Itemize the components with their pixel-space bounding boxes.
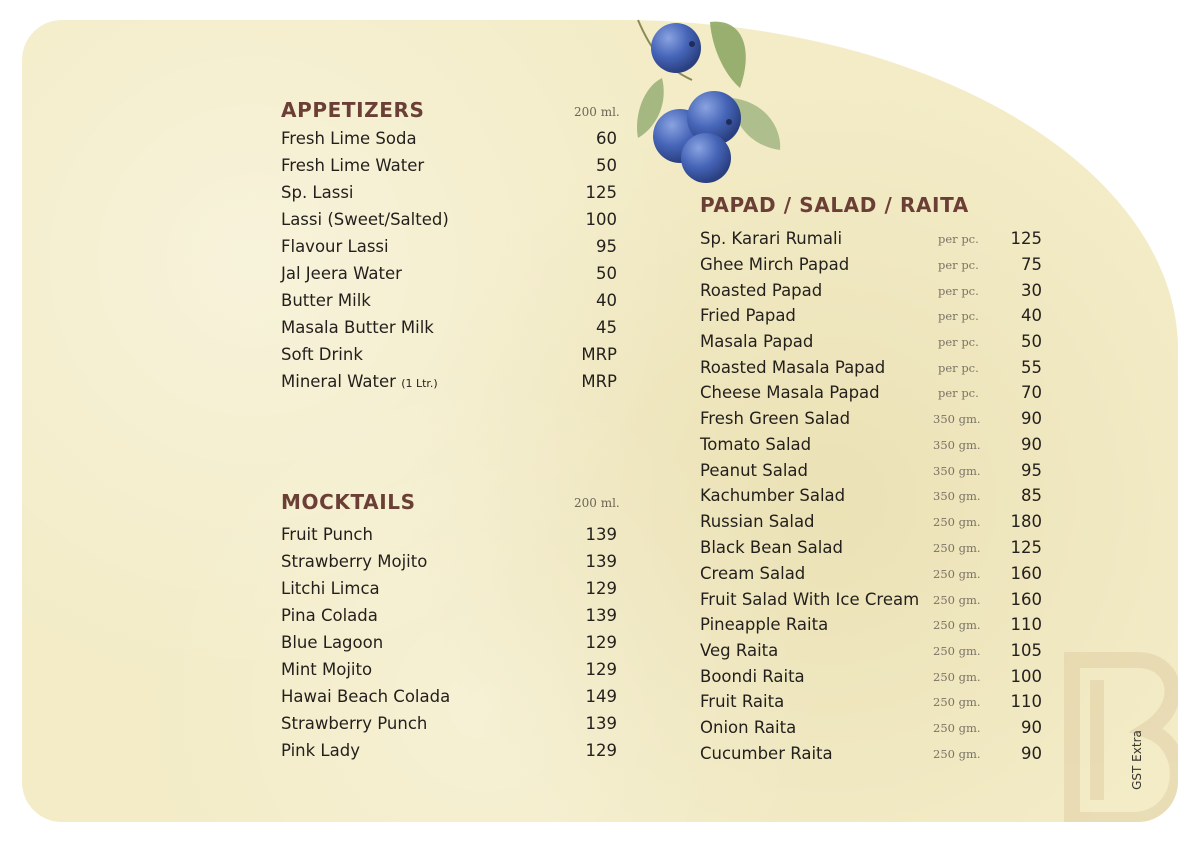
item-name: Cucumber Raita (700, 744, 833, 763)
item-name: Soft Drink (281, 345, 363, 364)
item-price: 30 (1021, 281, 1042, 300)
item-name: Roasted Masala Papad (700, 358, 886, 377)
item-price: 100 (1010, 667, 1042, 686)
item-unit: per pc. (938, 360, 979, 375)
item-name: Pina Colada (281, 606, 378, 625)
item-price: 125 (1010, 538, 1042, 557)
item-name: Pineapple Raita (700, 615, 829, 634)
item-price: 50 (596, 264, 617, 283)
list-item (700, 482, 1042, 509)
item-unit: 250 gm. (933, 566, 981, 581)
list-item (700, 457, 1042, 484)
mocktails-unit: 200 ml. (574, 496, 620, 510)
item-name: Fruit Raita (700, 692, 785, 711)
item-price: 125 (1010, 229, 1042, 248)
item-name: Butter Milk (281, 291, 371, 310)
list-item (700, 663, 1042, 690)
item-unit: per pc. (938, 334, 979, 349)
item-name: Cheese Masala Papad (700, 383, 880, 402)
item-price: 50 (1021, 332, 1042, 351)
item-price: 90 (1021, 718, 1042, 737)
list-item (700, 586, 1042, 613)
item-name: Masala Butter Milk (281, 318, 434, 337)
item-price: 40 (1021, 306, 1042, 325)
list-item (281, 368, 617, 395)
gst-extra-note: GST Extra (1130, 730, 1144, 790)
item-unit: per pc. (938, 257, 979, 272)
item-price: 85 (1021, 486, 1042, 505)
item-price: 50 (596, 156, 617, 175)
item-name: Cream Salad (700, 564, 806, 583)
item-unit: 350 gm. (933, 488, 981, 503)
list-item (700, 740, 1042, 767)
item-price: 95 (1021, 461, 1042, 480)
list-item (281, 287, 617, 314)
item-price: 139 (585, 552, 617, 571)
list-item (281, 602, 617, 629)
list-item (281, 521, 617, 548)
item-price: 110 (1010, 615, 1042, 634)
item-price: 95 (596, 237, 617, 256)
list-item (700, 714, 1042, 741)
list-item (700, 560, 1042, 587)
list-item (281, 314, 617, 341)
list-item (281, 233, 617, 260)
list-item (281, 656, 617, 683)
item-price: 149 (585, 687, 617, 706)
list-item (700, 534, 1042, 561)
item-name: Roasted Papad (700, 281, 823, 300)
list-item (281, 341, 617, 368)
item-unit: 350 gm. (933, 411, 981, 426)
item-price: 40 (596, 291, 617, 310)
list-item (700, 302, 1042, 329)
item-price: 129 (585, 660, 617, 679)
item-name: Litchi Limca (281, 579, 380, 598)
list-item (281, 179, 617, 206)
item-price: 110 (1010, 692, 1042, 711)
list-item (281, 260, 617, 287)
item-price: 139 (585, 525, 617, 544)
item-price: 129 (585, 579, 617, 598)
item-price: 70 (1021, 383, 1042, 402)
list-item (700, 354, 1042, 381)
item-unit: 250 gm. (933, 669, 981, 684)
item-unit: 250 gm. (933, 540, 981, 555)
blueberry-illustration-icon (632, 18, 787, 186)
item-price: 180 (1010, 512, 1042, 531)
item-price: 90 (1021, 409, 1042, 428)
appetizers-unit: 200 ml. (574, 105, 620, 119)
list-item (700, 225, 1042, 252)
item-price: 90 (1021, 435, 1042, 454)
item-unit: per pc. (938, 385, 979, 400)
item-name: Hawai Beach Colada (281, 687, 451, 706)
item-price: 160 (1010, 564, 1042, 583)
item-price: 125 (585, 183, 617, 202)
list-item (281, 575, 617, 602)
item-name: Fruit Salad With Ice Cream (700, 590, 920, 609)
item-unit: 350 gm. (933, 437, 981, 452)
list-item (281, 206, 617, 233)
item-price: 90 (1021, 744, 1042, 763)
item-name-text: Mineral Water (281, 372, 396, 391)
item-name: Fresh Green Salad (700, 409, 851, 428)
item-name: Peanut Salad (700, 461, 809, 480)
item-price: 139 (585, 714, 617, 733)
item-name: Fresh Lime Water (281, 156, 425, 175)
item-name: Fresh Lime Soda (281, 129, 417, 148)
item-price: 75 (1021, 255, 1042, 274)
item-name: Masala Papad (700, 332, 814, 351)
item-note: (1 Ltr.) (401, 377, 438, 390)
item-name (281, 372, 438, 391)
item-unit: 250 gm. (933, 694, 981, 709)
item-price: 60 (596, 129, 617, 148)
list-item (700, 688, 1042, 715)
item-name: Boondi Raita (700, 667, 805, 686)
item-name: Blue Lagoon (281, 633, 384, 652)
item-price: 129 (585, 741, 617, 760)
item-price: MRP (581, 372, 617, 391)
list-item (700, 328, 1042, 355)
list-item (281, 683, 617, 710)
item-name: Strawberry Punch (281, 714, 428, 733)
item-name: Ghee Mirch Papad (700, 255, 850, 274)
item-name: Veg Raita (700, 641, 779, 660)
list-item (281, 710, 617, 737)
item-name: Strawberry Mojito (281, 552, 428, 571)
item-name: Lassi (Sweet/Salted) (281, 210, 449, 229)
item-price: 139 (585, 606, 617, 625)
list-item (700, 637, 1042, 664)
item-unit: per pc. (938, 283, 979, 298)
list-item (700, 431, 1042, 458)
item-unit: 250 gm. (933, 514, 981, 529)
papad-salad-raita-title: PAPAD / SALAD / RAITA (700, 193, 969, 217)
list-item (700, 379, 1042, 406)
item-price: 129 (585, 633, 617, 652)
item-unit: 350 gm. (933, 463, 981, 478)
list-item (700, 508, 1042, 535)
item-name: Fried Papad (700, 306, 796, 325)
item-price: 45 (596, 318, 617, 337)
item-unit: 250 gm. (933, 617, 981, 632)
item-unit: 250 gm. (933, 592, 981, 607)
item-name: Mint Mojito (281, 660, 373, 679)
list-item (700, 277, 1042, 304)
list-item (281, 737, 617, 764)
item-name: Black Bean Salad (700, 538, 843, 557)
item-unit: 250 gm. (933, 643, 981, 658)
item-name: Pink Lady (281, 741, 360, 760)
item-price: 100 (585, 210, 617, 229)
item-name: Sp. Karari Rumali (700, 229, 843, 248)
list-item (700, 251, 1042, 278)
mocktails-title: MOCKTAILS (281, 490, 416, 514)
item-name: Tomato Salad (700, 435, 812, 454)
item-price: MRP (581, 345, 617, 364)
item-price: 55 (1021, 358, 1042, 377)
item-unit: 250 gm. (933, 720, 981, 735)
item-unit: per pc. (938, 231, 979, 246)
item-name: Onion Raita (700, 718, 797, 737)
list-item (700, 405, 1042, 432)
item-name: Fruit Punch (281, 525, 373, 544)
item-name: Jal Jeera Water (281, 264, 402, 283)
item-name: Russian Salad (700, 512, 815, 531)
list-item (281, 125, 617, 152)
item-price: 105 (1010, 641, 1042, 660)
list-item (281, 548, 617, 575)
appetizers-title: APPETIZERS (281, 98, 425, 122)
monogram-logo-icon (1052, 650, 1178, 822)
menu-page (22, 20, 1178, 822)
item-unit: 250 gm. (933, 746, 981, 761)
list-item (281, 629, 617, 656)
list-item (281, 152, 617, 179)
item-name: Kachumber Salad (700, 486, 846, 505)
list-item (700, 611, 1042, 638)
item-name: Flavour Lassi (281, 237, 389, 256)
item-name: Sp. Lassi (281, 183, 354, 202)
item-price: 160 (1010, 590, 1042, 609)
item-unit: per pc. (938, 308, 979, 323)
